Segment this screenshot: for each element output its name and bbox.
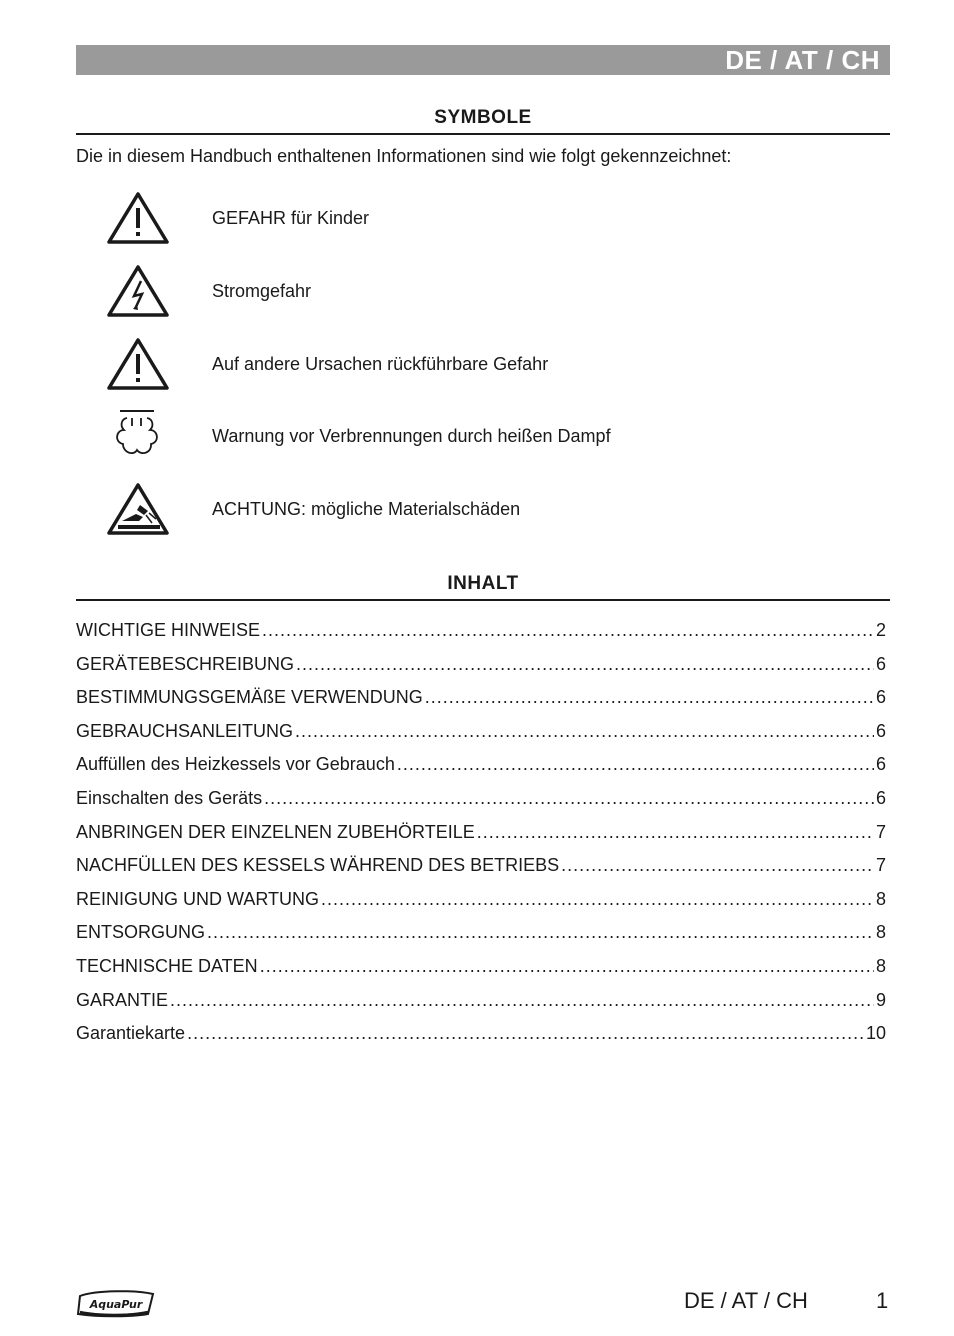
page-number: 1 [876, 1288, 889, 1313]
toc-entry-page: 8 [875, 888, 886, 909]
toc-entry-title: BESTIMMUNGSGEMÄßE VERWENDUNG [76, 687, 423, 708]
toc-entry[interactable] [76, 1023, 886, 1057]
symbols-divider [76, 133, 890, 135]
toc-entry-title: Einschalten des Geräts [76, 787, 263, 808]
toc-entry-title: REINIGUNG UND WARTUNG [76, 888, 319, 909]
toc-entry[interactable] [76, 654, 886, 688]
toc-leader [207, 922, 874, 943]
toc-leader [264, 788, 874, 809]
toc-leader [170, 990, 874, 1011]
symbol-row [76, 408, 890, 468]
toc-entry-title: Garantiekarte [76, 1023, 186, 1044]
toc-entry[interactable] [76, 687, 886, 721]
toc-entry-title: WICHTIGE HINWEISE [76, 620, 260, 640]
contents-divider [76, 599, 890, 601]
toc-entry-title: GERÄTEBESCHREIBUNG [76, 653, 295, 674]
hot-steam-icon [106, 408, 170, 466]
symbol-row [76, 263, 890, 323]
warning-triangle-icon [106, 190, 170, 248]
toc-entry[interactable] [76, 620, 886, 654]
symbol-label: GEFAHR für Kinder [212, 208, 370, 228]
toc-entry-page: 9 [875, 989, 886, 1010]
toc-leader [260, 956, 874, 977]
toc-entry-page: 2 [875, 620, 886, 640]
toc-leader [187, 1023, 864, 1044]
toc-entry[interactable] [76, 922, 886, 956]
warning-triangle-icon [106, 336, 170, 394]
toc-entry[interactable] [76, 822, 886, 856]
toc-entry-title: Auffüllen des Heizkessels vor Gebrauch [76, 754, 395, 775]
toc-leader [321, 889, 874, 910]
toc-entry-page: 6 [875, 720, 886, 741]
toc-leader [561, 855, 874, 876]
symbol-label: Stromgefahr [212, 281, 312, 301]
toc-entry[interactable] [76, 721, 886, 755]
toc-entry-page: 7 [875, 821, 886, 842]
toc-entry[interactable] [76, 855, 886, 889]
aquapur-logo [76, 1286, 156, 1320]
symbol-label: ACHTUNG: mögliche Materialschäden [212, 499, 521, 519]
symbol-row [76, 481, 890, 541]
symbol-label: Auf andere Ursachen rückführbare Gefahr [212, 354, 549, 374]
toc-entry[interactable] [76, 956, 886, 990]
toc-entry-page: 8 [875, 955, 886, 976]
toc-entry-title: GEBRAUCHSANLEITUNG [76, 720, 294, 741]
toc-leader [397, 754, 874, 775]
toc-entry-title: GARANTIE [76, 989, 169, 1010]
logo-text: AquaPur [89, 1298, 143, 1311]
toc-entry-title: ANBRINGEN DER EINZELNEN ZUBEHÖRTEILE [76, 821, 475, 842]
toc-entry[interactable] [76, 990, 886, 1024]
toc-leader [295, 721, 874, 742]
toc-entry[interactable] [76, 889, 886, 923]
toc-entry-title: NACHFÜLLEN DES KESSELS WÄHREND DES BETRIEBS [76, 855, 560, 876]
toc-entry-page: 7 [875, 855, 886, 876]
toc-entry-page: 6 [875, 787, 886, 808]
toc-leader [296, 654, 874, 675]
symbols-intro: Die in diesem Handbuch enthaltenen Informationen sind wie folgt gekennzeichnet: [76, 146, 732, 166]
material-damage-icon [106, 481, 170, 539]
symbol-row [76, 190, 890, 250]
footer-country-label: DE / AT / CH [684, 1288, 808, 1313]
toc-entry[interactable] [76, 754, 886, 788]
header-country-label: DE / AT / CH [725, 44, 880, 75]
toc-entry-page: 6 [875, 754, 886, 775]
symbol-row [76, 336, 890, 396]
toc-leader [477, 822, 874, 843]
toc-entry-title: ENTSORGUNG [76, 922, 206, 943]
toc-entry-page: 10 [865, 1023, 886, 1044]
electric-hazard-icon [106, 263, 170, 321]
symbol-label: Warnung vor Verbrennungen durch heißen Dampf [212, 426, 611, 446]
toc-leader [425, 687, 874, 708]
toc-entry[interactable] [76, 788, 886, 822]
symbols-title: SYMBOLE [434, 107, 532, 128]
contents-title: INHALT [447, 573, 519, 594]
table-of-contents [76, 620, 886, 1057]
toc-leader [262, 620, 874, 641]
toc-entry-page: 6 [875, 653, 886, 674]
header-bar [76, 45, 890, 75]
toc-entry-page: 6 [875, 687, 886, 708]
toc-entry-title: TECHNISCHE DATEN [76, 955, 258, 976]
toc-entry-page: 8 [875, 922, 886, 943]
